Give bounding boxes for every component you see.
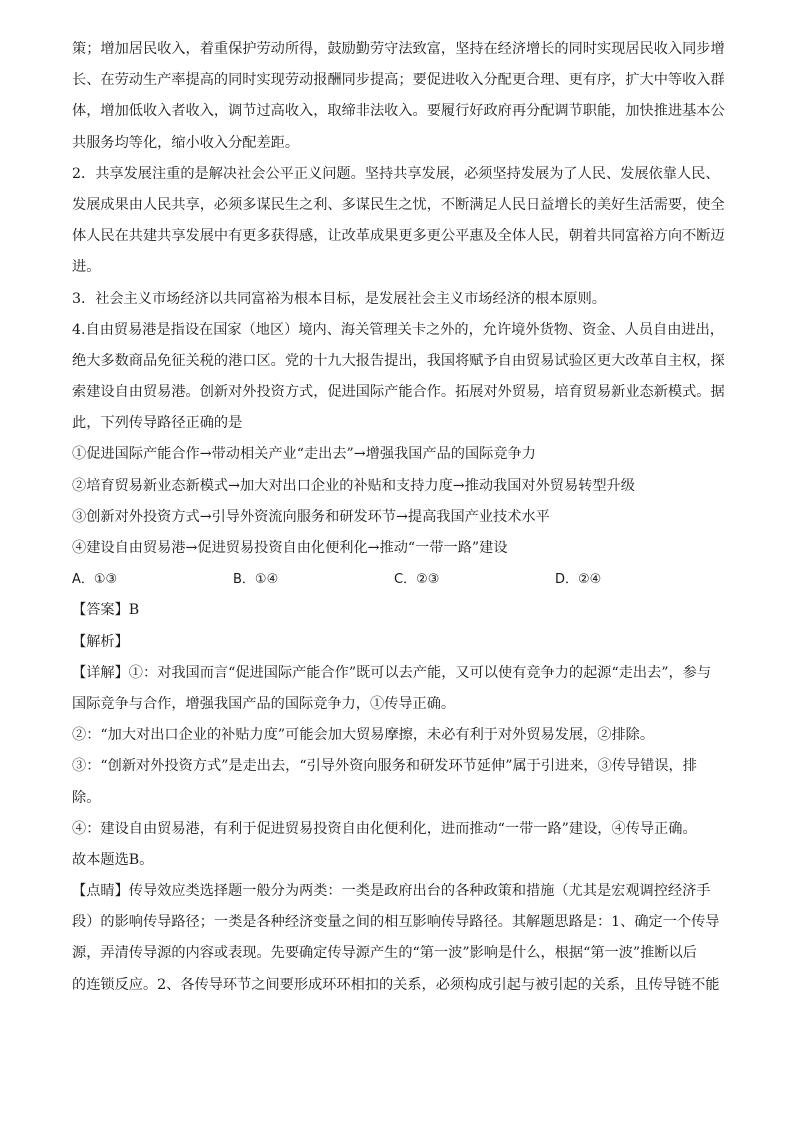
text-line: 除。 bbox=[72, 789, 101, 806]
answer-label: 【答案】B bbox=[72, 602, 140, 619]
text-line: 此，下列传导路径正确的是 bbox=[72, 415, 243, 432]
text-line: 共服务均等化，缩小收入分配差距。 bbox=[72, 134, 300, 151]
statement-2: ②培育贸易新业态新模式→加大对出口企业的补贴和支持力度→推动我国对外贸易转型升级 bbox=[72, 477, 635, 494]
text-line: ③：“创新对外投资方式”是走出去，“引导外资向服务和研发环节延伸”属于引进来，③传导错误，排 bbox=[72, 758, 697, 775]
text-line: 国际竞争与合作，增强我国产品的国际竞争力，①传导正确。 bbox=[72, 695, 456, 712]
answer-options bbox=[72, 564, 722, 595]
text-line: 发展成果由人民共享，必须多谋民生之利、多谋民生之忧，不断满足人民日益增长的美好生活需要，使全 bbox=[72, 196, 725, 213]
text-line: 【点睛】传导效应类选择题一般分为两类：一类是政府出台的各种政策和措施（尤其是宏观调控经济手 bbox=[72, 883, 711, 900]
text-line: 体人民在共建共享发展中有更多获得感，让改革成果更多更公平惠及全体人民，朝着共同富裕方向不断迈 bbox=[72, 228, 725, 245]
statement-4: ④建设自由贸易港→促进贸易投资自由化便利化→推动“一带一路”建设 bbox=[72, 540, 508, 556]
text-line: 源，弄清传导源的内容或表现。先要确定传导源产生的“第一波”影响是什么，根据“第一波”推断以后 bbox=[72, 945, 697, 962]
text-line: 进。 bbox=[72, 259, 101, 276]
intro-paragraph bbox=[72, 34, 725, 159]
document-body bbox=[72, 34, 725, 1001]
text-line: 3．社会主义市场经济以共同富裕为根本目标，是发展社会主义市场经济的根本原则。 bbox=[72, 290, 606, 307]
text-line: 的连锁反应。2、各传导环节之间要形成环环相扣的关系，必须构成引起与被引起的关系，且传导链不能 bbox=[72, 976, 720, 993]
text-line: 【详解】①：对我国而言“促进国际产能合作”既可以去产能，又可以使有竞争力的起源“走出去”，参与 bbox=[72, 664, 712, 681]
detail-section bbox=[72, 658, 722, 876]
text-line: 体，增加低收入者收入，调节过高收入，取缔非法收入。要履行好政府再分配调节职能，加快推进基本公 bbox=[72, 103, 725, 120]
text-line: 故本题选B。 bbox=[72, 851, 154, 868]
question-stem bbox=[72, 315, 725, 440]
point-3-paragraph bbox=[72, 284, 722, 315]
analysis-label: 【解析】 bbox=[72, 633, 129, 650]
option-b: B．①④ bbox=[233, 572, 279, 588]
text-line: 索建设自由贸易港。创新对外投资方式，促进国际产能合作。拓展对外贸易，培育贸易新业态新模式。据 bbox=[72, 384, 725, 401]
statement-3: ③创新对外投资方式→引导外资流向服务和研发环节→提高我国产业技术水平 bbox=[72, 508, 550, 525]
text-line: 4.自由贸易港是指设在国家（地区）境内、海关管理关卡之外的，允许境外货物、资金、人员自由进出， bbox=[72, 321, 724, 338]
option-d: D．②④ bbox=[555, 572, 602, 588]
text-line: 段）的影响传导路径；一类是各种经济变量之间的相互影响传导路径。其解题思路是：1、确定一个传导 bbox=[72, 914, 720, 931]
tip-section bbox=[72, 876, 722, 1001]
text-line: 策；增加居民收入，着重保护劳动所得，鼓励勤劳守法致富，坚持在经济增长的同时实现居民收入同步增 bbox=[72, 41, 725, 57]
text-line: 绝大多数商品免征关税的港口区。党的十九大报告提出，我国将赋予自由贸易试验区更大改革自主权，探 bbox=[72, 352, 725, 369]
statement-1: ①促进国际产能合作→带动相关产业“走出去”→增强我国产品的国际竞争力 bbox=[72, 446, 536, 463]
text-line: 长、在劳动生产率提高的同时实现劳动报酬同步提高；要促进收入分配更合理、更有序，扩大中等收入群 bbox=[72, 72, 725, 89]
text-line: ④：建设自由贸易港，有利于促进贸易投资自由化便利化，进而推动“一带一路”建设，④传导正确。 bbox=[72, 820, 697, 837]
question-statements bbox=[72, 439, 722, 564]
option-a: A．①③ bbox=[72, 572, 118, 588]
text-line: ②：“加大对出口企业的补贴力度”可能会加大贸易摩擦，未必有利于对外贸易发展，②排除。 bbox=[72, 727, 655, 744]
text-line: 2．共享发展注重的是解决社会公平正义问题。坚持共享发展，必须坚持发展为了人民、发展依靠人民、 bbox=[72, 165, 720, 182]
option-c: C．②③ bbox=[394, 572, 440, 588]
point-2-paragraph bbox=[72, 159, 725, 284]
